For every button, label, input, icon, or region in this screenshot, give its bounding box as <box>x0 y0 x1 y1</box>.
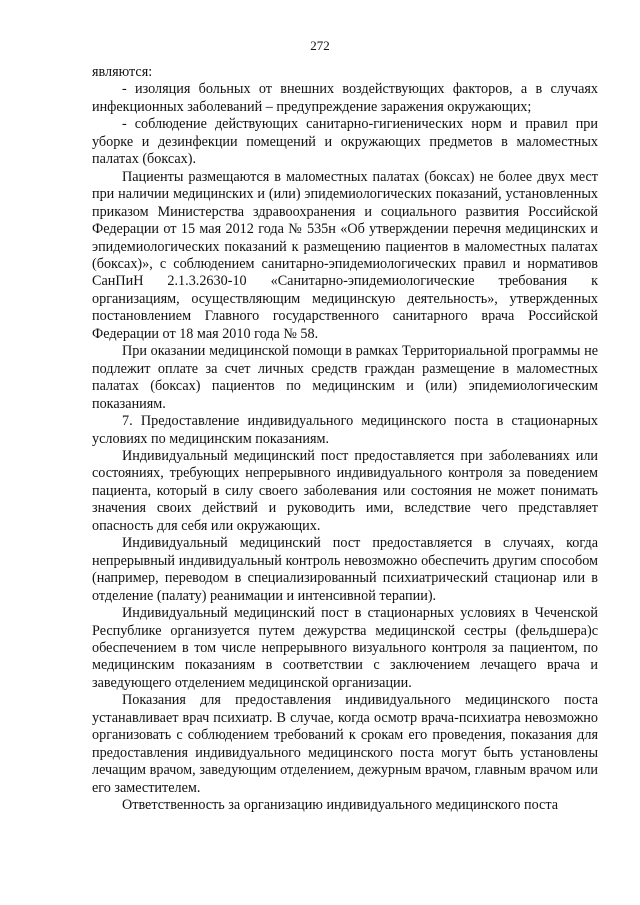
paragraph-post-cases: Индивидуальный медицинский пост предоставляется в случаях, когда непрерывный индивидуальный контроль невозможно обеспечить другим способом (например, переводом в специализированный психиатрический стационар или в отделение (палату) реанимации и интенсивной терапии). <box>92 535 598 604</box>
page-number: 272 <box>310 38 330 53</box>
paragraph-post-conditions: Индивидуальный медицинский пост предоставляется при заболеваниях или состояниях, требующих непрерывного индивидуального контроля за поведением пациента, который в силу своего заболевания или состояния не может понимать значения своих действий и руководить ими, вследствие чего представляет опасность для себя или окружающих. <box>92 447 598 534</box>
paragraph-post-organization: Индивидуальный медицинский пост в стационарных условиях в Чеченской Республике организуется путем дежурства медицинской сестры (фельдшера)с обеспечением в том числе непрерывного визуального контроля за пациентом, по медицинским показаниям в соответствии с заключением лечащего врача и заведующего отделением медицинской организации. <box>92 605 598 691</box>
paragraph-section-heading: 7. Предоставление индивидуального медицинского поста в стационарных условиях по медицинским показаниям. <box>92 413 598 447</box>
paragraph-payment: При оказании медицинской помощи в рамках Территориальной программы не подлежит оплате за счет личных средств граждан размещение в маломестных палатах (боксах) пациентов по медицинским и (или) эпидемиологическим показаниям. <box>92 343 598 412</box>
paragraph-indications: Показания для предоставления индивидуального медицинского поста устанавливает врач психиатр. В случае, когда осмотр врача-психиатра невозможно организовать с соблюдением требований к срокам его проведения, показания для предоставления индивидуального медицинского поста могут быть установлены лечащим врачом, заведующим отделением, дежурным врачом, главным врачом или его заместителем. <box>92 692 598 796</box>
document-body <box>92 64 598 814</box>
paragraph-intro: являются: <box>92 64 153 80</box>
paragraph-list-item-isolation: - изоляция больных от внешних воздействующих факторов, а в случаях инфекционных заболеваний – предупреждение заражения окружающих; <box>92 81 598 115</box>
paragraph-list-item-sanitary: - соблюдение действующих санитарно-гигиенических норм и правил при уборке и дезинфекции помещений и окружающих предметов в маломестных палатах (боксах). <box>92 116 598 168</box>
paragraph-placement: Пациенты размещаются в маломестных палатах (боксах) не более двух мест при наличии медицинских и (или) эпидемиологических показаний, установленных приказом Министерства здравоохранения и социального развития Российской Федерации от 15 мая 2012 года № 535н «Об утверждении перечня медицинских и эпидемиологических показаний к размещению пациентов в маломестных палатах (боксах)», с соблюдением санитарно-эпидемиологических правил и нормативов СанПиН 2.1.3.2630-10 «Санитарно-эпидемиологические требования к организациям, осуществляющим медицинскую деятельность», утвержденных постановлением Главного государственного санитарного врача Российской Федерации от 18 мая 2010 года № 58. <box>92 168 598 342</box>
paragraph-responsibility: Ответственность за организацию индивидуального медицинского поста <box>122 797 558 814</box>
